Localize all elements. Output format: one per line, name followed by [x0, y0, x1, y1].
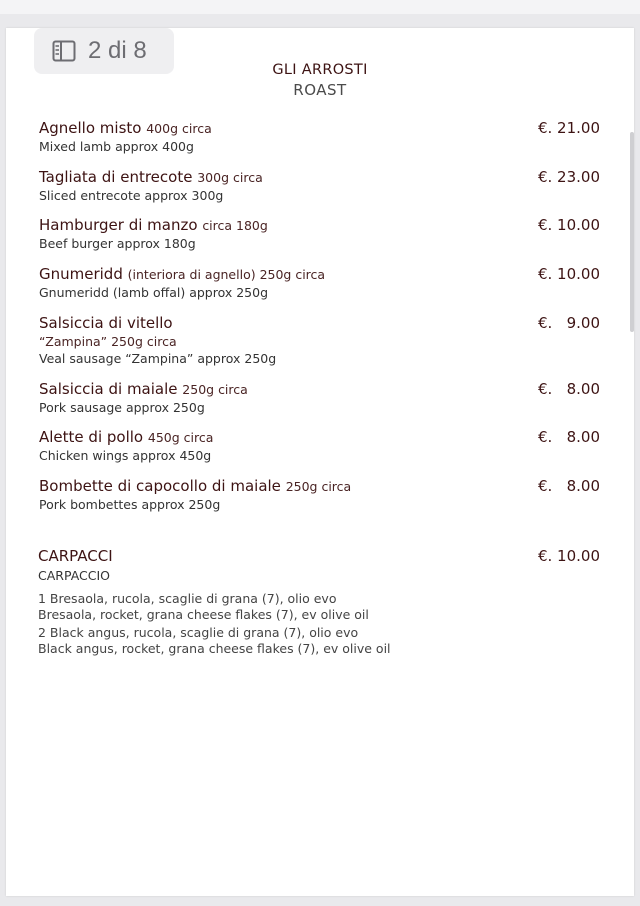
item-translation: Veal sausage “Zampina” approx 250g [39, 351, 277, 366]
item-name: Bombette di capocollo di maiale [39, 477, 281, 495]
section-carpacci [38, 547, 604, 656]
item-note: 450g circa [147, 430, 214, 445]
item-price: €. 23.00 [537, 168, 600, 186]
item-note: (interiora di agnello) 250g circa [127, 267, 326, 282]
item-name: Salsiccia di vitello [39, 314, 173, 332]
page-indicator-text: 2 di 8 [88, 37, 147, 64]
item-price: €. 9.00 [537, 314, 600, 332]
item-translation: Sliced entrecote approx 300g [39, 188, 224, 203]
carpacci-title: CARPACCI [38, 547, 113, 565]
item-name: Tagliata di entrecote [39, 168, 193, 186]
item-price: €. 8.00 [537, 428, 600, 446]
item-price: €. 8.00 [537, 380, 600, 398]
item-translation: Chicken wings approx 450g [39, 448, 212, 463]
viewer-top-strip [0, 0, 640, 14]
menu-item [39, 380, 604, 415]
carpacci-option-2-en: Black angus, rocket, grana cheese flakes (7), ev olive oil [38, 641, 391, 656]
item-note: “Zampina” 250g circa [39, 334, 177, 349]
menu-item [39, 428, 604, 463]
item-translation: Beef burger approx 180g [39, 236, 196, 251]
item-translation: Pork bombettes approx 250g [39, 497, 221, 512]
menu-item [39, 168, 604, 203]
menu-item [39, 265, 604, 300]
item-translation: Gnumeridd (lamb offal) approx 250g [39, 285, 269, 300]
item-name: Gnumeridd [39, 265, 123, 283]
item-translation: Mixed lamb approx 400g [39, 139, 194, 154]
item-note: circa 180g [202, 218, 268, 233]
section-title-it: GLI ARROSTI [272, 62, 368, 78]
section-heading-roast [0, 62, 640, 99]
item-name: Alette di pollo [39, 428, 144, 446]
carpacci-price: €. 10.00 [537, 547, 600, 565]
item-price: €. 21.00 [537, 119, 600, 137]
carpacci-subtitle: CARPACCIO [38, 568, 111, 583]
item-price: €. 10.00 [537, 265, 600, 283]
menu-item [39, 119, 604, 154]
item-note: 250g circa [285, 479, 352, 494]
page-layout-icon [52, 40, 76, 62]
menu-item [39, 314, 604, 366]
item-price: €. 10.00 [537, 216, 600, 234]
item-name: Agnello misto [39, 119, 142, 137]
item-note: 250g circa [182, 382, 248, 397]
section-title-en: ROAST [293, 81, 347, 99]
menu-item [39, 477, 604, 512]
item-note: 300g circa [197, 170, 263, 185]
carpacci-option-1-en: Bresaola, rocket, grana cheese flakes (7), ev olive oil [38, 607, 369, 622]
item-note: 400g circa [146, 121, 212, 136]
item-name: Hamburger di manzo [39, 216, 198, 234]
carpacci-option-1-it: 1 Bresaola, rucola, scaglie di grana (7), olio evo [38, 591, 337, 606]
scrollbar[interactable] [630, 132, 634, 332]
item-name: Salsiccia di maiale [39, 380, 178, 398]
item-price: €. 8.00 [537, 477, 600, 495]
carpacci-option-2-it: 2 Black angus, rucola, scaglie di grana (7), olio evo [38, 625, 359, 640]
menu-item [39, 216, 604, 251]
item-translation: Pork sausage approx 250g [39, 400, 205, 415]
